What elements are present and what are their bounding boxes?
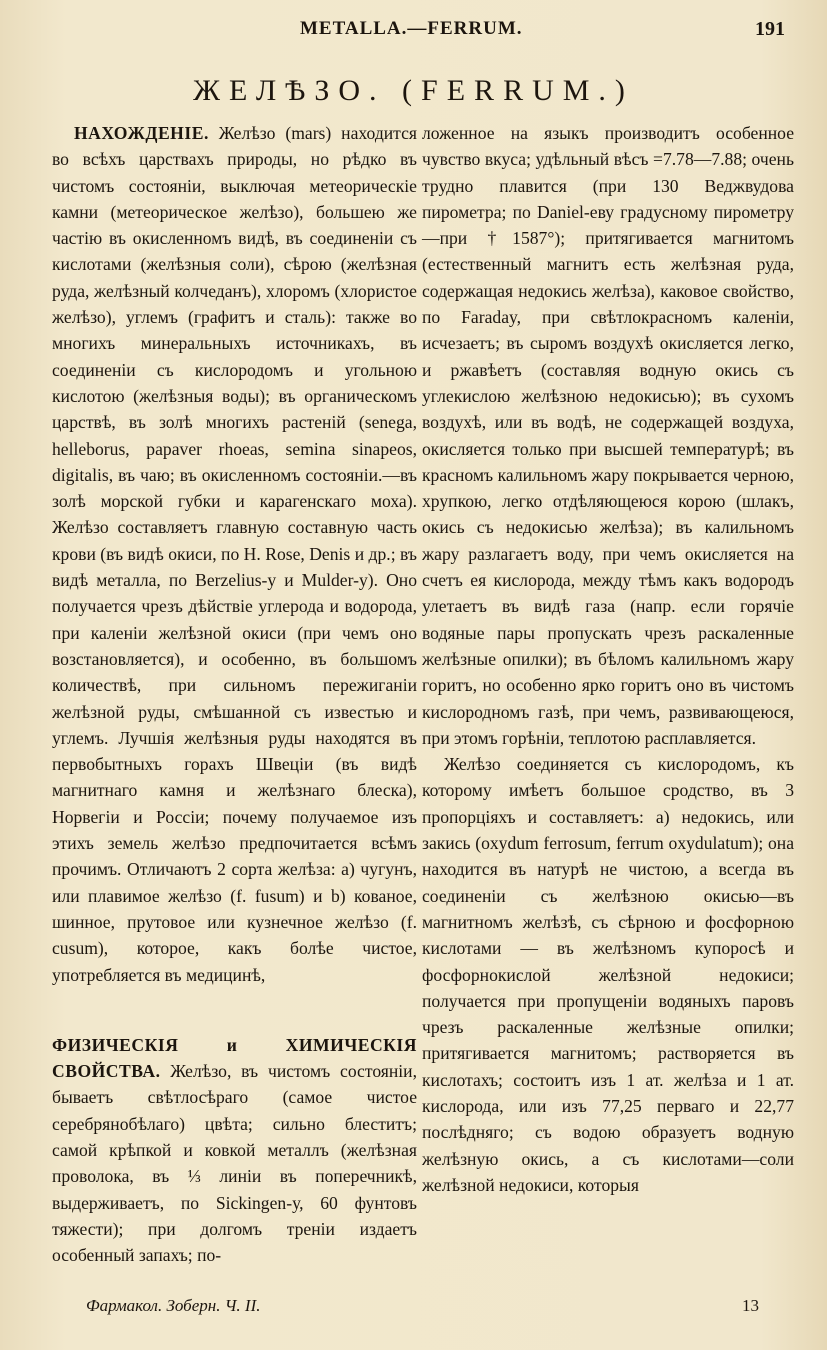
- right-column: [422, 120, 794, 1198]
- sheet-number: 13: [742, 1296, 759, 1315]
- paragraph-text: Желѣзо, въ чистомъ состояніи, бываетъ свѣтлосѣраго (самое чистое серебрянобѣлаго) цвѣта; сильно блеститъ; самой крѣпкой и ковкой металлъ (желѣзная проволока, въ ⅓ линіи въ поперечникѣ, выдерживаетъ, по Sickingen-у, 60 фунтовъ тяжести); при долгомъ треніи издаетъ особенный запахъ; по-: [52, 1061, 417, 1266]
- paragraph-occurrence: [52, 120, 417, 988]
- left-column: [52, 120, 417, 1268]
- running-head: [0, 18, 827, 46]
- article-title: ЖЕЛѢЗО. (FERRUM.): [193, 74, 634, 107]
- paragraph-text: Желѣзо (mars) находится во всѣхъ царствахъ природы, но рѣдко въ чистомъ состояніи, выключая метеорическіе камни (метеорическое желѣзо), большею же частію въ окисленномъ видѣ, въ соединеніи съ кислотами (желѣзныя соли), сѣрою (желѣзная руда, желѣзный колчеданъ), хлоромъ (хлористое желѣзо), углемъ (графитъ и сталь): также во многихъ минеральныхъ источникахъ, въ соединеніи съ кислородомъ и угольною кислотою (желѣзныя воды); въ органическомъ царствѣ, въ золѣ многихъ растеній (senega, helleborus, papaver rhoeas, semina sinapeos, digitalis, въ чаю; въ окисленномъ состояніи.—въ золѣ морской губки и карагенскаго моха). Желѣзо составляетъ главную составную часть крови (въ видѣ окиси, по H. Rose, Denis и др.; въ видѣ металла, по Berzelius-у и Mulder-у). Оно получается чрезъ дѣйствіе углерода и водорода, при каленіи желѣзной окиси (при чемъ оно возстановляется), и особенно, въ большомъ количествѣ, при сильномъ пережиганіи желѣзной руды, смѣшанной съ известью и углемъ. Лучшія желѣзныя руды находятся въ первобытныхъ горахъ Швеціи (въ видѣ магнитнаго камня и желѣзнаго блеска), Норвегіи и Россіи; почему получаемое изъ этихъ земель желѣзо предпочитается всѣмъ прочимъ. Отличаютъ 2 сорта желѣза: a) чугунъ, или плавимое желѣзо (f. fusum) и b) кованое, шинное, прутовое или кузнечное желѣзо (f. cusum), которое, какъ болѣе чистое, употребляется въ медицинѣ,: [52, 123, 417, 985]
- page-number: 191: [755, 18, 785, 40]
- section-heading-properties: ФИЗИЧЕСКІЯ и ХИМИЧЕСКІЯ СВОЙСТВА.: [52, 1034, 417, 1082]
- paragraph-properties: [52, 1032, 417, 1269]
- page-footer: [0, 1296, 827, 1322]
- paragraph-continuation: ложенное на языкъ производитъ особенное чувство вкуса; удѣльный вѣсъ =7.78—7.88; очень трудно плавится (при 130 Веджвудова пирометра; по Daniel-еву градусному пирометру—при †1587°); притягивается магнитомъ (естественный магнитъ есть желѣзная руда, содержащая недокись желѣза), каковое свойство, по Faraday, при свѣтлокрасномъ каленіи, исчезаетъ; въ сыромъ воздухѣ окисляется легко, и ржавѣетъ (составляя водную окись съ углекислою желѣзною недокисью); въ сухомъ воздухѣ, или въ водѣ, не содержащей воздуха, окисляется только при высшей температурѣ; въ красномъ калильномъ жару покрывается черною, хрупкою, легко отдѣляющеюся корою (шлакъ, окись съ недокисью желѣза); въ калильномъ жару разлагаетъ воду, при чемъ окисляется на счетъ ея кислорода, между тѣмъ какъ водородъ улетаетъ въ видѣ газа (напр. если горячіе водяные пары пропускать чрезъ раскаленные желѣзные опилки); въ бѣломъ калильномъ жару горитъ, но особенно ярко горитъ оно въ чистомъ кислородномъ газѣ, при чемъ, развивающеюся, при этомъ горѣніи, теплотою расплавляется.: [422, 123, 794, 748]
- running-title: METALLA.—FERRUM.: [300, 18, 523, 39]
- section-heading-occurrence: НАХОЖДЕНІЕ.: [74, 123, 209, 143]
- section-spacer: [52, 988, 417, 1032]
- printer-signature: Фармакол. Зоберн. Ч. II.: [86, 1296, 261, 1315]
- paragraph-oxides: Желѣзо соединяется съ кислородомъ, къ которому имѣетъ большое сродство, въ 3 пропорціяхъ и составляетъ: a) недокись, или закись (oxydum ferrosum, ferrum oxydulatum); она находится въ натурѣ не чистою, а всегда въ соединеніи съ желѣзною окисью—въ магнитномъ желѣзѣ, съ сѣрною и фосфорною кислотами — въ желѣзномъ купоросѣ и фосфорнокислой желѣзной недокиси; получается при пропущеніи водяныхъ паровъ чрезъ раскаленные желѣзные опилки; притягивается магнитомъ; растворяется въ кислотахъ; состоитъ изъ 1 ат. желѣза и 1 ат. кислорода, или изъ 77,25 перваго и 22,77 послѣдняго; съ водою образуетъ водную желѣзную окись, а съ кислотами—соли желѣзной недокиси, которыя: [422, 754, 794, 1195]
